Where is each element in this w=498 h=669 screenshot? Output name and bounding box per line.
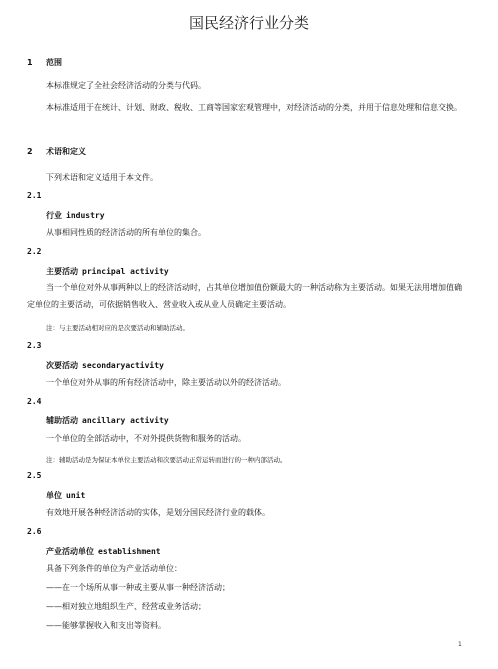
note: 注：辅助活动是为保证本单位主要活动和次要活动正常运转而进行的一种内部活动。 bbox=[46, 456, 287, 464]
term-number: 2.3 bbox=[27, 341, 42, 350]
term-number: 2.4 bbox=[27, 397, 42, 406]
term-zh: 行业 bbox=[46, 211, 62, 220]
section-title: 术语和定义 bbox=[46, 147, 86, 156]
term-en: industry bbox=[66, 211, 105, 220]
term-title bbox=[46, 266, 169, 277]
term-title bbox=[46, 490, 85, 501]
note: 注：与主要活动相对应的是次要活动和辅助活动。 bbox=[46, 324, 189, 332]
section-title: 范围 bbox=[46, 58, 62, 67]
section-heading-terms bbox=[27, 146, 86, 157]
term-title bbox=[46, 546, 161, 557]
term-definition: 当一个单位对外从事两种以上的经济活动时，占其单位增加值份额最大的一种活动称为主要活动。如果无法用增加值确定单位的主要活动，可依据销售收入、营业收入或从业人员确定主要活动。 bbox=[27, 283, 462, 309]
term-zh: 辅助活动 bbox=[46, 416, 78, 425]
paragraph: 本标准适用于在统计、计划、财政、税收、工商等国家宏观管理中，对经济活动的分类，并用于信息处理和信息交换。 bbox=[46, 103, 462, 112]
list-item: ——相对独立地组织生产、经营或业务活动； bbox=[46, 602, 206, 611]
term-definition: 一个单位对外从事的所有经济活动中，除主要活动以外的经济活动。 bbox=[46, 378, 286, 387]
term-en: establishment bbox=[98, 547, 161, 556]
paragraph: 本标准规定了全社会经济活动的分类与代码。 bbox=[46, 81, 206, 90]
term-title bbox=[46, 360, 164, 371]
term-title bbox=[46, 210, 105, 221]
term-number: 2.5 bbox=[27, 471, 42, 480]
term-zh: 主要活动 bbox=[46, 267, 78, 276]
page-number: 1 bbox=[458, 641, 462, 648]
term-en: principal activity bbox=[82, 267, 169, 276]
list-item: ——能够掌握收入和支出等资料。 bbox=[46, 621, 166, 630]
term-zh: 次要活动 bbox=[46, 361, 78, 370]
term-number: 2.6 bbox=[27, 527, 42, 536]
term-en: unit bbox=[66, 491, 86, 500]
term-number: 2.1 bbox=[27, 191, 42, 200]
section-number: 2 bbox=[27, 147, 33, 156]
term-definition: 从事相同性质的经济活动的所有单位的集合。 bbox=[46, 228, 206, 237]
term-title bbox=[46, 415, 169, 426]
term-definition: 有效地开展各种经济活动的实体，是划分国民经济行业的载体。 bbox=[46, 508, 270, 517]
list-item: ——在一个场所从事一种或主要从事一种经济活动； bbox=[46, 583, 230, 592]
section-heading-scope bbox=[27, 57, 62, 68]
term-en: ancillary activity bbox=[82, 416, 169, 425]
term-definition: 一个单位的全部活动中，不对外提供货物和服务的活动。 bbox=[46, 434, 246, 443]
term-en: secondaryactivity bbox=[82, 361, 164, 370]
paragraph: 下列术语和定义适用于本文件。 bbox=[46, 173, 158, 182]
page-title: 国民经济行业分类 bbox=[188, 14, 309, 32]
term-zh: 单位 bbox=[46, 491, 62, 500]
term-number: 2.2 bbox=[27, 247, 42, 256]
section-number: 1 bbox=[27, 58, 33, 67]
term-definition: 具备下列条件的单位为产业活动单位： bbox=[46, 564, 182, 573]
term-zh: 产业活动单位 bbox=[46, 547, 94, 556]
